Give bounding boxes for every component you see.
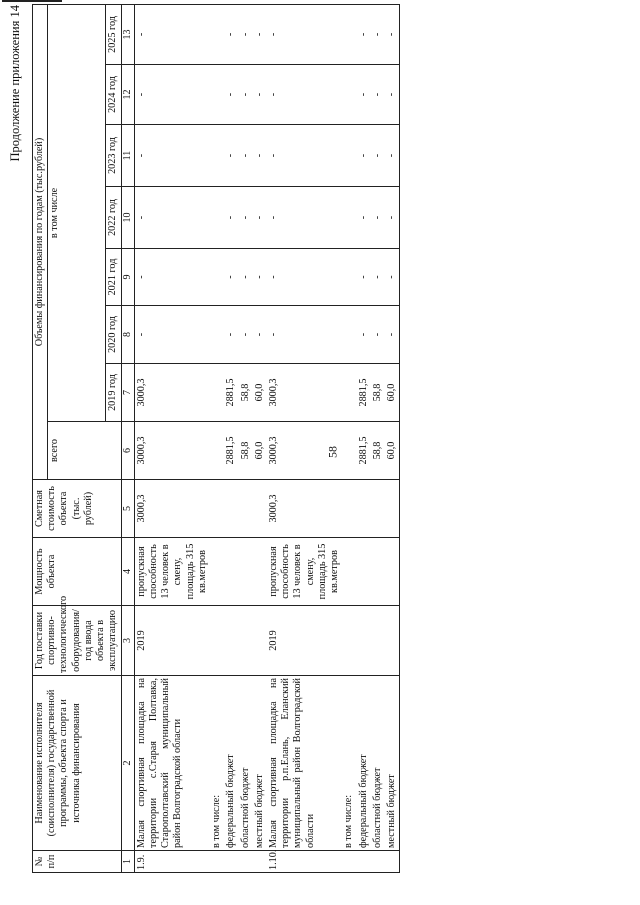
row-including: в том числе: [210, 676, 224, 851]
row-capacity: пропускная способность 13 человек в смену, площадь 315 кв.метров [267, 538, 342, 606]
colnum: 13 [121, 4, 134, 64]
row-cost: 3000,3 [267, 480, 342, 538]
table-row [385, 4, 400, 872]
cell-dash: - [357, 4, 371, 64]
row-capacity: пропускная способность 13 человек в смену, площадь 315 кв.метров [134, 538, 210, 606]
cell-dash: - [357, 125, 371, 187]
cell-2019: 58,8 [239, 364, 253, 422]
cell-dash: - [253, 4, 267, 64]
colnum: 5 [121, 480, 134, 538]
column-numbers [121, 4, 134, 872]
appendix-title: Продолжение приложения 14 [8, 5, 22, 162]
source-regional: областной бюджет [371, 676, 385, 851]
cell-dash: - [224, 249, 238, 306]
cell-total: 60,0 [385, 422, 400, 480]
source-federal: федеральный бюджет [224, 676, 238, 851]
row-including: в том числе: [342, 676, 356, 851]
row-year: 2019 [267, 606, 342, 676]
cell-dash: - [385, 249, 400, 306]
header-year-2022: 2022 год [106, 187, 121, 249]
table-header [33, 4, 122, 872]
cell-dash: - [357, 187, 371, 249]
row-2020: - [134, 306, 210, 364]
row-2025: - [267, 4, 342, 64]
table-body [134, 4, 400, 872]
source-local: местный бюджет [253, 676, 267, 851]
header-capacity: Мощность объекта [33, 538, 122, 606]
row-2022: - [134, 187, 210, 249]
cell-dash: - [385, 65, 400, 125]
row-cost: 3000,3 [134, 480, 210, 538]
header-year-2024: 2024 год [106, 65, 121, 125]
row-total: 3000,3 [267, 422, 342, 480]
cell-dash: - [385, 4, 400, 64]
cell-total: 60,0 [253, 422, 267, 480]
cell-dash: - [371, 187, 385, 249]
row-2025: - [134, 4, 210, 64]
cell-dash: - [357, 306, 371, 364]
cell-dash: - [371, 125, 385, 187]
header-year-2025: 2025 год [106, 4, 121, 64]
row-no: 1.9. [134, 851, 210, 873]
cell-dash: - [224, 306, 238, 364]
colnum: 10 [121, 187, 134, 249]
cell-dash: - [371, 306, 385, 364]
cell-2019: 60,0 [385, 364, 400, 422]
colnum: 6 [121, 422, 134, 480]
cell-2019: 2881,5 [357, 364, 371, 422]
cell-dash: - [239, 4, 253, 64]
header-year-2023: 2023 год [106, 125, 121, 187]
row-name: Малая спортивная площадка на территории с.Старая Полтавка, Старополтавский муниципальный район Волгоградской области [134, 676, 210, 851]
source-regional: областной бюджет [239, 676, 253, 851]
cell-dash: - [371, 4, 385, 64]
cell-dash: - [385, 306, 400, 364]
header-total: всего [48, 422, 121, 480]
cell-dash: - [239, 306, 253, 364]
row-2024: - [134, 65, 210, 125]
row-2023: - [267, 125, 342, 187]
header-cost: Сметная стоимость объекта (тыс. рублей) [33, 480, 122, 538]
cell-dash: - [239, 249, 253, 306]
table-row [239, 4, 253, 872]
cell-dash: - [239, 65, 253, 125]
cell-dash: - [253, 187, 267, 249]
cell-dash: - [253, 125, 267, 187]
colnum: 11 [121, 125, 134, 187]
funding-table [32, 4, 400, 873]
cell-dash: - [224, 125, 238, 187]
table-row [357, 4, 371, 872]
cell-total: 2881,5 [224, 422, 238, 480]
cell-total: 58,8 [239, 422, 253, 480]
cell-dash: - [239, 125, 253, 187]
source-local: местный бюджет [385, 676, 400, 851]
table-row [134, 4, 210, 872]
row-no: 1.10. [267, 851, 342, 873]
row-2019: 3000,3 [134, 364, 210, 422]
cell-dash: - [357, 249, 371, 306]
table-row [253, 4, 267, 872]
cell-total: 58,8 [371, 422, 385, 480]
header-no: № п/п [33, 851, 122, 873]
cell-dash: - [253, 65, 267, 125]
row-2021: - [134, 249, 210, 306]
cell-2019: 60,0 [253, 364, 267, 422]
table-row [371, 4, 385, 872]
table-row [224, 4, 238, 872]
cell-dash: - [357, 65, 371, 125]
cell-dash: - [385, 125, 400, 187]
table-row [210, 4, 224, 872]
header-name: Наименование исполнителя (соисполнителя) государственной программы, объекта спорта и источника финансирования [33, 676, 122, 851]
colnum: 12 [121, 65, 134, 125]
source-federal: федеральный бюджет [357, 676, 371, 851]
row-2023: - [134, 125, 210, 187]
cell-dash: - [239, 187, 253, 249]
header-year-2021: 2021 год [106, 249, 121, 306]
colnum: 3 [121, 606, 134, 676]
row-2022: - [267, 187, 342, 249]
row-year: 2019 [134, 606, 210, 676]
table-row [342, 4, 356, 872]
row-total: 3000,3 [134, 422, 210, 480]
page-number: 58 [325, 446, 340, 458]
cell-dash: - [224, 187, 238, 249]
row-2019: 3000,3 [267, 364, 342, 422]
cell-2019: 2881,5 [224, 364, 238, 422]
header-funding: Объемы финансирования по годам (тыс.рублей) [33, 4, 48, 479]
header-year: Год поставки спортивно-технологического оборудования/ год ввода объекта в эксплуатацию [33, 606, 122, 676]
table-row [267, 4, 342, 872]
row-2020: - [267, 306, 342, 364]
cell-dash: - [371, 249, 385, 306]
colnum: 8 [121, 306, 134, 364]
cell-dash: - [253, 249, 267, 306]
colnum: 2 [121, 676, 134, 851]
cell-total: 2881,5 [357, 422, 371, 480]
row-2024: - [267, 65, 342, 125]
row-2021: - [267, 249, 342, 306]
colnum: 1 [121, 851, 134, 873]
colnum: 9 [121, 249, 134, 306]
cell-dash: - [224, 4, 238, 64]
header-including: в том числе [48, 4, 106, 421]
colnum: 4 [121, 538, 134, 606]
row-name: Малая спортивная площадка на территории р.п.Елань, Еланский муниципальный район Волгоградской области [267, 676, 342, 851]
cell-2019: 58,8 [371, 364, 385, 422]
header-year-2020: 2020 год [106, 306, 121, 364]
cell-dash: - [371, 65, 385, 125]
cell-dash: - [224, 65, 238, 125]
header-year-2019: 2019 год [106, 364, 121, 422]
cell-dash: - [253, 306, 267, 364]
colnum: 7 [121, 364, 134, 422]
cell-dash: - [385, 187, 400, 249]
